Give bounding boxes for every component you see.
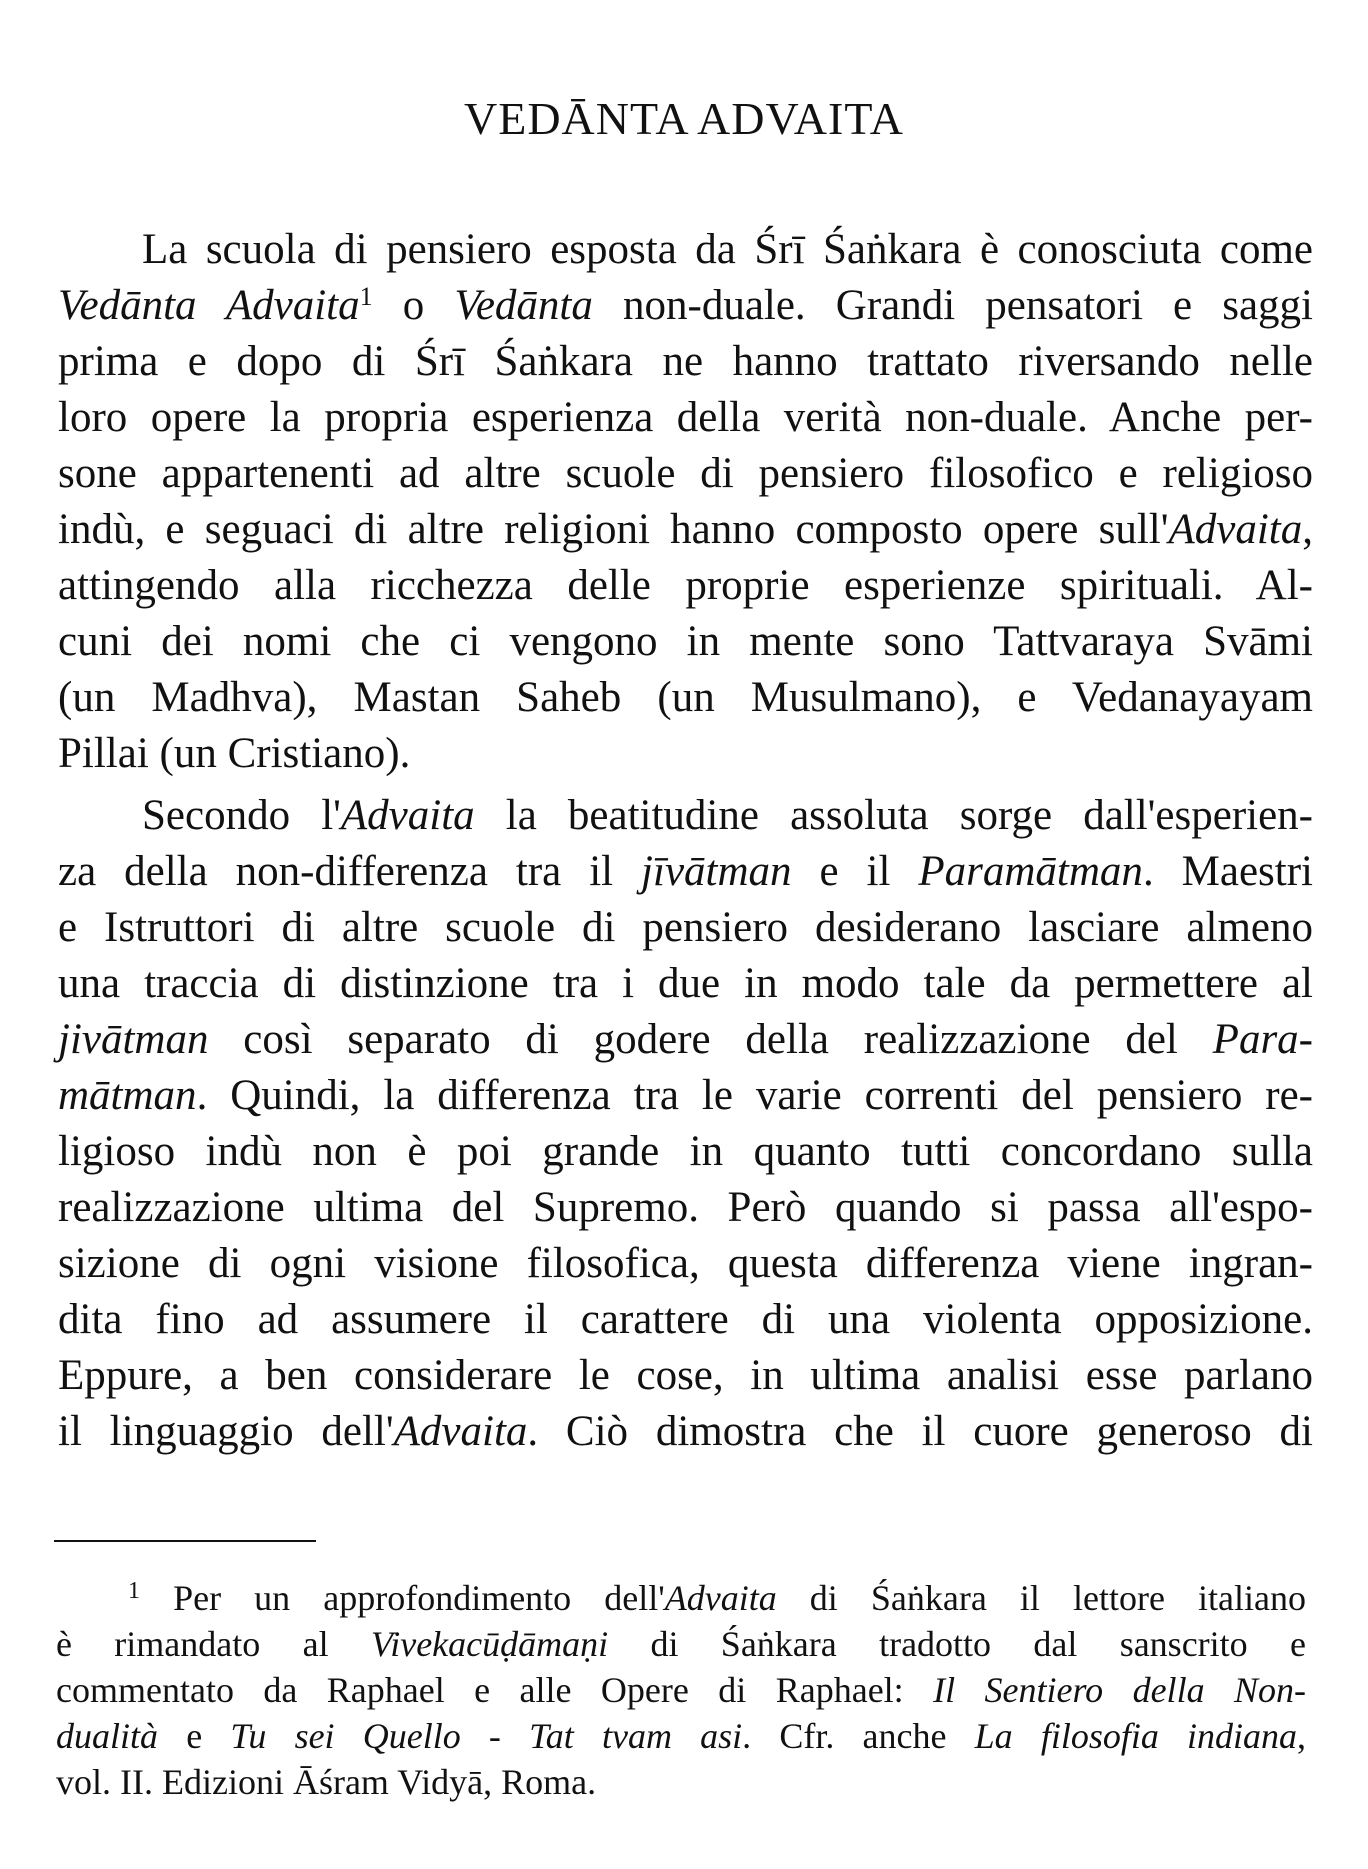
text-line: mātman. Quindi, la differenza tra le varie correnti del pensiero re- [58,1072,1313,1119]
text-line: Vedānta Advaita$^1$ o Vedānta non-duale. Grandi pensatori e saggi [58,282,1313,329]
footnote-reference: 1 [359,282,373,311]
body-text [58,222,1313,1460]
text-line: jivātman così separato di godere della realizzazione del Para- [58,1016,1313,1063]
text-line: (un Madhva), Mastan Saheb (un Musulmano), e Vedanayayam [58,674,1313,721]
text-line: Secondo l'Advaita la beatitudine assoluta sorge dall'esperien- [142,792,1314,839]
text-line: za della non-differenza tra il jīvātman e il Paramātman. Maestri [58,848,1313,895]
text-line: sone appartenenti ad altre scuole di pensiero filosofico e religioso [58,450,1313,497]
text-line: ligioso indù non è poi grande in quanto tutti concordano sulla [58,1128,1313,1175]
footnote [56,1575,1306,1805]
text-line: dita fino ad assumere il carattere di una violenta opposizione. [58,1296,1313,1343]
text-line: La scuola di pensiero esposta da Śrī Śaṅkara è conosciuta come [142,226,1313,273]
footnote-line: è rimandato al Vivekacūḍāmaṇi di Śaṅkara tradotto dal sanscrito e [56,1624,1306,1664]
text-line: attingendo alla ricchezza delle proprie esperienze spirituali. Al- [58,562,1313,609]
text-line: loro opere la propria esperienza della verità non-duale. Anche per- [58,394,1313,441]
text-line: cuni dei nomi che ci vengono in mente sono Tattvaraya Svāmi [58,618,1313,665]
text-line: indù, e seguaci di altre religioni hanno composto opere sull'Advaita, [58,506,1313,553]
chapter-title: VEDĀNTA ADVAITA [464,93,904,144]
text-line: sizione di ogni visione filosofica, questa differenza viene ingran- [58,1240,1313,1287]
footnote-line: commentato da Raphael e alle Opere di Raphael: Il Sentiero della Non- [56,1670,1306,1710]
text-line: Pillai (un Cristiano). [58,730,411,777]
footnote-line: $^1$ Per un approfondimento dell'Advaita di Śaṅkara il lettore italiano [128,1578,1306,1618]
footnote-line: vol. II. Edizioni Āśram Vidyā, Roma. [56,1762,597,1802]
text-line: e Istruttori di altre scuole di pensiero desiderano lasciare almeno [58,904,1313,951]
text-line: realizzazione ultima del Supremo. Però quando si passa all'espo- [58,1184,1313,1231]
text-line: prima e dopo di Śrī Śaṅkara ne hanno trattato riversando nelle [58,338,1313,385]
text-line: Eppure, a ben considerare le cose, in ultima analisi esse parlano [58,1352,1313,1399]
footnote-line: dualità e Tu sei Quello - Tat tvam asi. Cfr. anche La filosofia indiana, [56,1716,1307,1756]
footnote-marker: 1 [128,1578,140,1604]
footnote-divider [54,1540,316,1542]
text-line: una traccia di distinzione tra i due in modo tale da permettere al [58,960,1313,1007]
text-line: il linguaggio dell'Advaita. Ciò dimostra che il cuore generoso di [58,1408,1314,1455]
